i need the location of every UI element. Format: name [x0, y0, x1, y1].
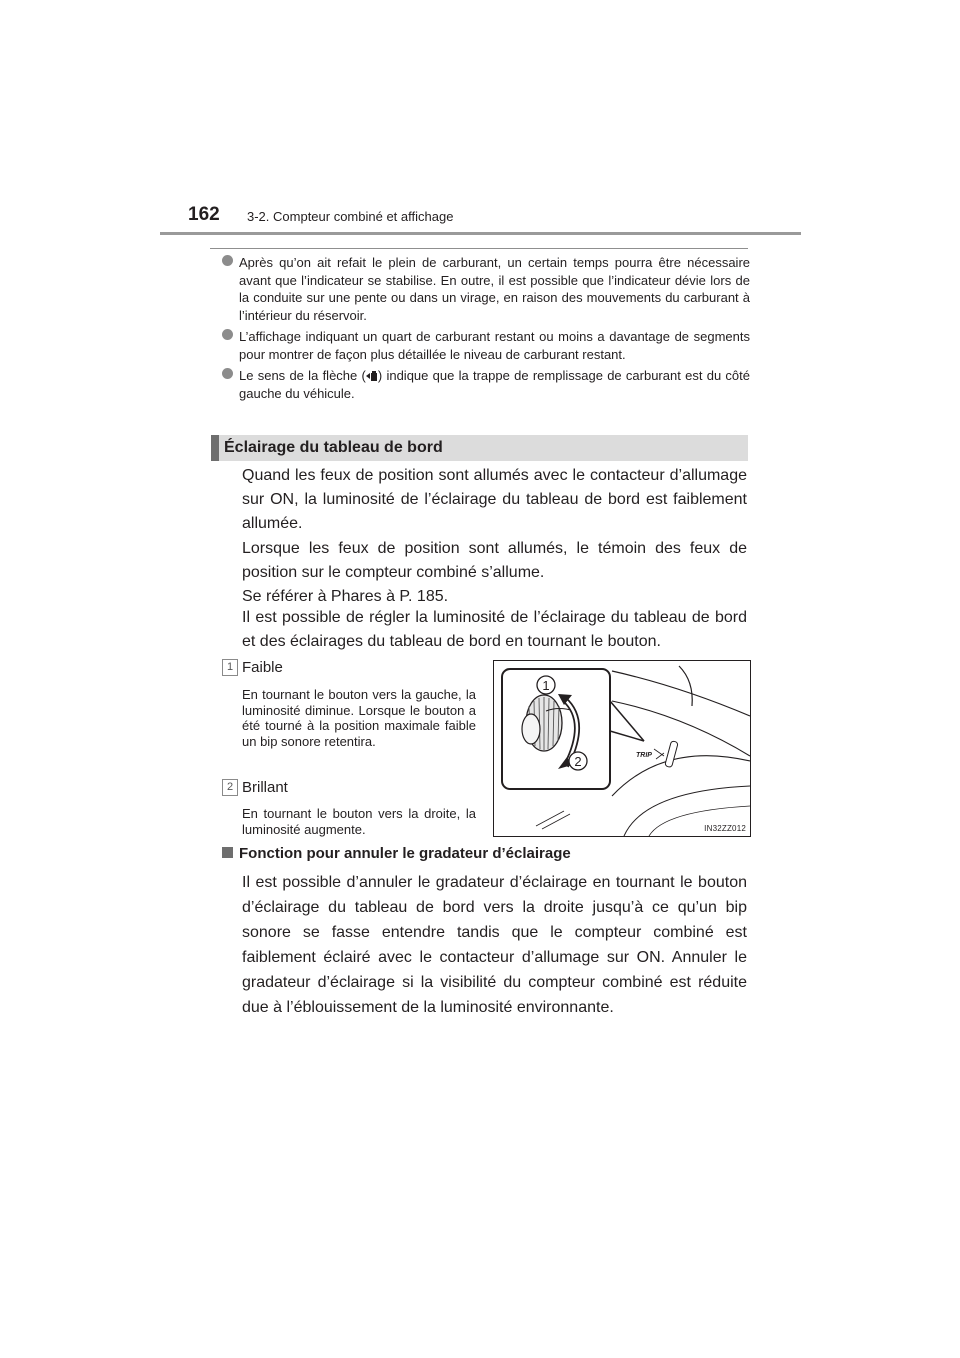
- note-item: [222, 254, 750, 324]
- item-desc-faible: En tournant le bouton vers la gauche, la luminosité diminue. Lorsque le bouton a été tourné à la position maximale faible un bip sonore retentira.: [242, 687, 476, 749]
- figure-callout: 1: [542, 678, 550, 693]
- notes-rule: [210, 248, 748, 249]
- note-text: Le sens de la flèche (: [239, 368, 366, 383]
- fuel-door-arrow-icon: [366, 370, 378, 382]
- figure-callout: 2: [574, 754, 582, 769]
- chapter-title: 3-2. Compteur combiné et affichage: [247, 209, 454, 224]
- bullet-icon: [222, 329, 233, 340]
- square-bullet-icon: [222, 847, 233, 858]
- paragraph-3: Il est possible de régler la luminosité de l’éclairage du tableau de bord et des éclairages du tableau de bord en tournant le bouton.: [242, 609, 747, 650]
- header-rule: [160, 232, 801, 235]
- bullet-icon: [222, 368, 233, 379]
- note-item: [222, 367, 750, 402]
- subsection-title: Fonction pour annuler le gradateur d’éclairage: [239, 845, 571, 862]
- item-number-badge: 1: [222, 659, 238, 676]
- page-number: 162: [188, 204, 220, 225]
- section-header: [211, 435, 748, 461]
- paragraph-2b: Se référer à Phares à P. 185.: [242, 588, 449, 605]
- subsection-heading: [222, 845, 571, 862]
- notes-list: [222, 254, 750, 406]
- item-title-faible: Faible: [242, 659, 283, 676]
- section-header-bar: [211, 435, 219, 461]
- paragraph-1: Quand les feux de position sont allumés avec le contacteur d’allumage sur ON, la luminosité de l’éclairage du tableau de bord est faiblement allumée.: [242, 467, 747, 532]
- note-item: [222, 328, 750, 363]
- note-text-after: ) indique que la trappe de remplissage de carburant est du côté gauche du véhicule.: [239, 368, 751, 401]
- item-desc-brillant: En tournant le bouton vers la droite, la luminosité augmente.: [242, 806, 476, 837]
- item-title-brillant: Brillant: [242, 779, 288, 796]
- figure-code: IN32ZZ012: [704, 824, 746, 833]
- trip-label: TRIP: [636, 752, 652, 759]
- subsection-text: Il est possible d’annuler le gradateur d’éclairage en tournant le bouton d’éclairage du tableau de bord vers la droite jusqu’à ce qu’un bip sonore se fasse entendre tandis que le compteur combiné est faiblement éclairé avec le contacteur d’allumage sur ON. Annuler le gradateur d’éclairage si la visibilité du compteur combiné est réduite due à l’éblouissement de la luminosité environnante.: [242, 874, 747, 1016]
- item-number-badge: 2: [222, 779, 238, 796]
- note-text: L’affichage indiquant un quart de carburant restant ou moins a davantage de segments pour montrer de façon plus détaillée le niveau de carburant restant.: [239, 329, 750, 362]
- section-title: Éclairage du tableau de bord: [224, 439, 443, 456]
- note-text: Après qu’on ait refait le plein de carburant, un certain temps pourra être nécessaire avant que l’indicateur se stabilise. En outre, il est possible que l’indicateur dévie lors de la conduite sur une pente ou dans un virage, en raison des mouvements du carburant à l’intérieur du réservoir.: [239, 255, 750, 323]
- knob-illustration: [494, 661, 750, 836]
- paragraph-2a: Lorsque les feux de position sont allumés, le témoin des feux de position sur le compteur combiné s’allume.: [242, 540, 747, 581]
- dashboard-knob-figure: [493, 660, 751, 837]
- bullet-icon: [222, 255, 233, 266]
